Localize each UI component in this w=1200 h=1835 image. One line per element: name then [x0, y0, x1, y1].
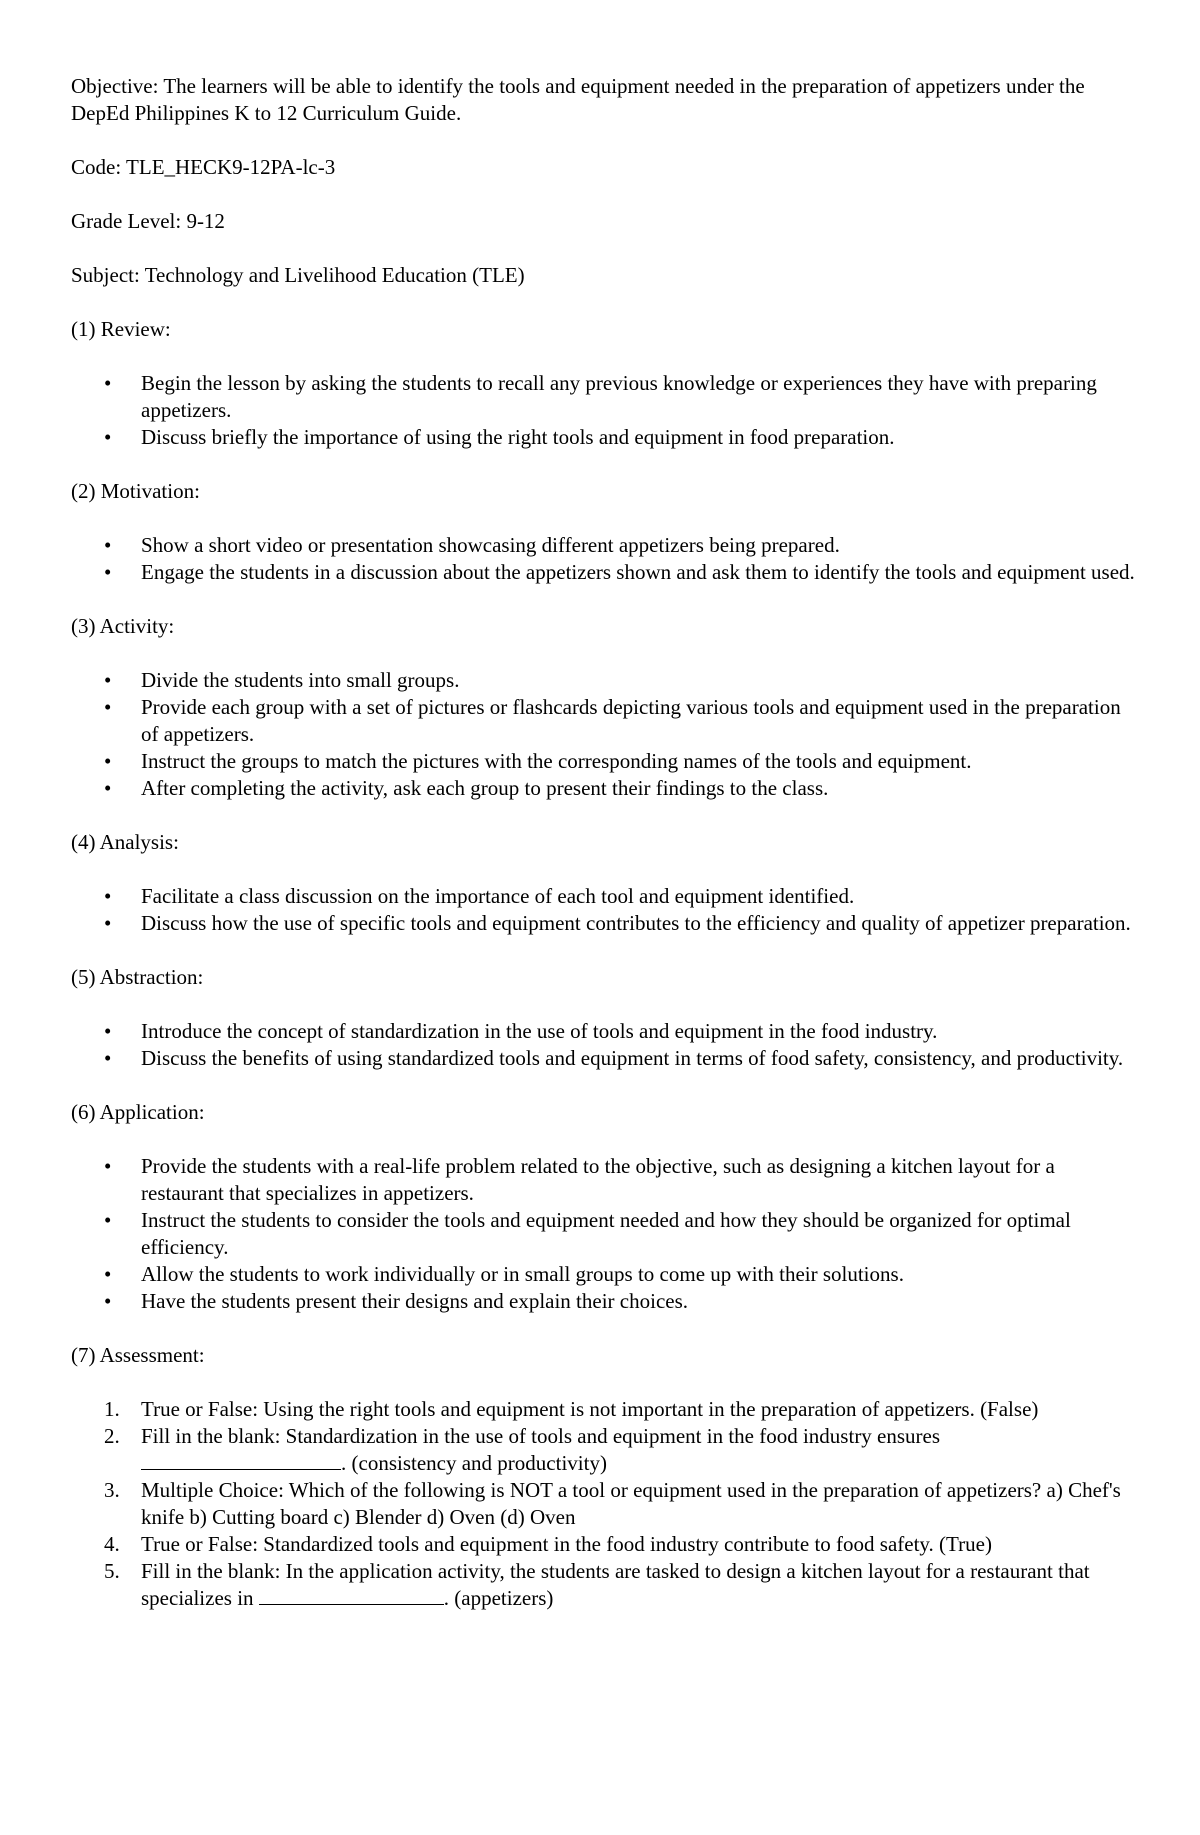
list-item: • Instruct the groups to match the pictures with the corresponding names of the tools and equipment.	[71, 748, 1141, 775]
assessment-item	[71, 1423, 1141, 1477]
list-item: • Discuss the benefits of using standardized tools and equipment in terms of food safety, consistency, and productivity.	[71, 1045, 1141, 1072]
item-number: 5.	[104, 1559, 120, 1583]
answer-blank	[141, 1451, 341, 1470]
code-text: Code: TLE_HECK9-12PA-lc-3	[71, 155, 336, 179]
application-list	[71, 1153, 1141, 1315]
item-text: True or False: Standardized tools and equipment in the food industry contribute to food safety. (True)	[141, 1532, 992, 1556]
motivation-list	[71, 532, 1141, 586]
item-answer: . (consistency and productivity)	[341, 1451, 607, 1475]
item-number: 3.	[104, 1478, 120, 1502]
item-number: 2.	[104, 1424, 120, 1448]
list-item: • Provide each group with a set of pictures or flashcards depicting various tools and equipment used in the preparation of appetizers.	[71, 694, 1141, 748]
review-list	[71, 370, 1141, 451]
list-item: • Divide the students into small groups.	[71, 667, 1141, 694]
list-item: • Introduce the concept of standardization in the use of tools and equipment in the food industry.	[71, 1018, 1141, 1045]
objective-text: Objective: The learners will be able to identify the tools and equipment needed in the preparation of appetizers under the DepEd Philippines K to 12 Curriculum Guide.	[71, 74, 1085, 125]
assessment-item	[71, 1531, 1141, 1558]
abstraction-list	[71, 1018, 1141, 1072]
list-item: • Facilitate a class discussion on the importance of each tool and equipment identified.	[71, 883, 1141, 910]
assessment-item	[71, 1396, 1141, 1423]
assessment-item	[71, 1558, 1141, 1612]
list-item: • Have the students present their designs and explain their choices.	[71, 1288, 1141, 1315]
section-heading-review: (1) Review:	[71, 317, 171, 341]
grade-level-text: Grade Level: 9-12	[71, 209, 225, 233]
item-text: Fill in the blank: Standardization in the use of tools and equipment in the food industry ensures	[141, 1424, 941, 1448]
subject-text: Subject: Technology and Livelihood Education (TLE)	[71, 263, 525, 287]
list-item: • Provide the students with a real-life problem related to the objective, such as designing a kitchen layout for a restaurant that specializes in appetizers.	[71, 1153, 1141, 1207]
list-item: • Allow the students to work individually or in small groups to come up with their solutions.	[71, 1261, 1141, 1288]
section-heading-abstraction: (5) Abstraction:	[71, 965, 204, 989]
section-heading-assessment: (7) Assessment:	[71, 1343, 205, 1367]
item-answer: . (appetizers)	[443, 1586, 554, 1610]
item-text: Fill in the blank: In the application activity, the students are tasked to design a kitchen layout for a restaurant that specializes in	[141, 1559, 1090, 1610]
lesson-plan-content	[71, 73, 1141, 1639]
item-text: True or False: Using the right tools and equipment is not important in the preparation of appetizers. (False)	[141, 1397, 1039, 1421]
item-text: Multiple Choice: Which of the following is NOT a tool or equipment used in the preparation of appetizers? a) Chef's knife b) Cutting board c) Blender d) Oven (d) Oven	[141, 1478, 1121, 1529]
list-item: • Discuss briefly the importance of using the right tools and equipment in food preparation.	[71, 424, 1141, 451]
list-item: • Show a short video or presentation showcasing different appetizers being prepared.	[71, 532, 1141, 559]
activity-list	[71, 667, 1141, 802]
list-item: • Discuss how the use of specific tools and equipment contributes to the efficiency and quality of appetizer preparation.	[71, 910, 1141, 937]
list-item: • Begin the lesson by asking the students to recall any previous knowledge or experiences they have with preparing appetizers.	[71, 370, 1141, 424]
assessment-item	[71, 1477, 1141, 1531]
analysis-list	[71, 883, 1141, 937]
list-item: • Engage the students in a discussion about the appetizers shown and ask them to identify the tools and equipment used.	[71, 559, 1141, 586]
section-heading-motivation: (2) Motivation:	[71, 479, 200, 503]
list-item: • After completing the activity, ask each group to present their findings to the class.	[71, 775, 1141, 802]
item-number: 1.	[104, 1397, 120, 1421]
section-heading-application: (6) Application:	[71, 1100, 205, 1124]
list-item: • Instruct the students to consider the tools and equipment needed and how they should be organized for optimal efficiency.	[71, 1207, 1141, 1261]
section-heading-activity: (3) Activity:	[71, 614, 175, 638]
answer-blank	[259, 1586, 444, 1605]
assessment-list	[71, 1396, 1141, 1612]
section-heading-analysis: (4) Analysis:	[71, 830, 179, 854]
item-number: 4.	[104, 1532, 120, 1556]
